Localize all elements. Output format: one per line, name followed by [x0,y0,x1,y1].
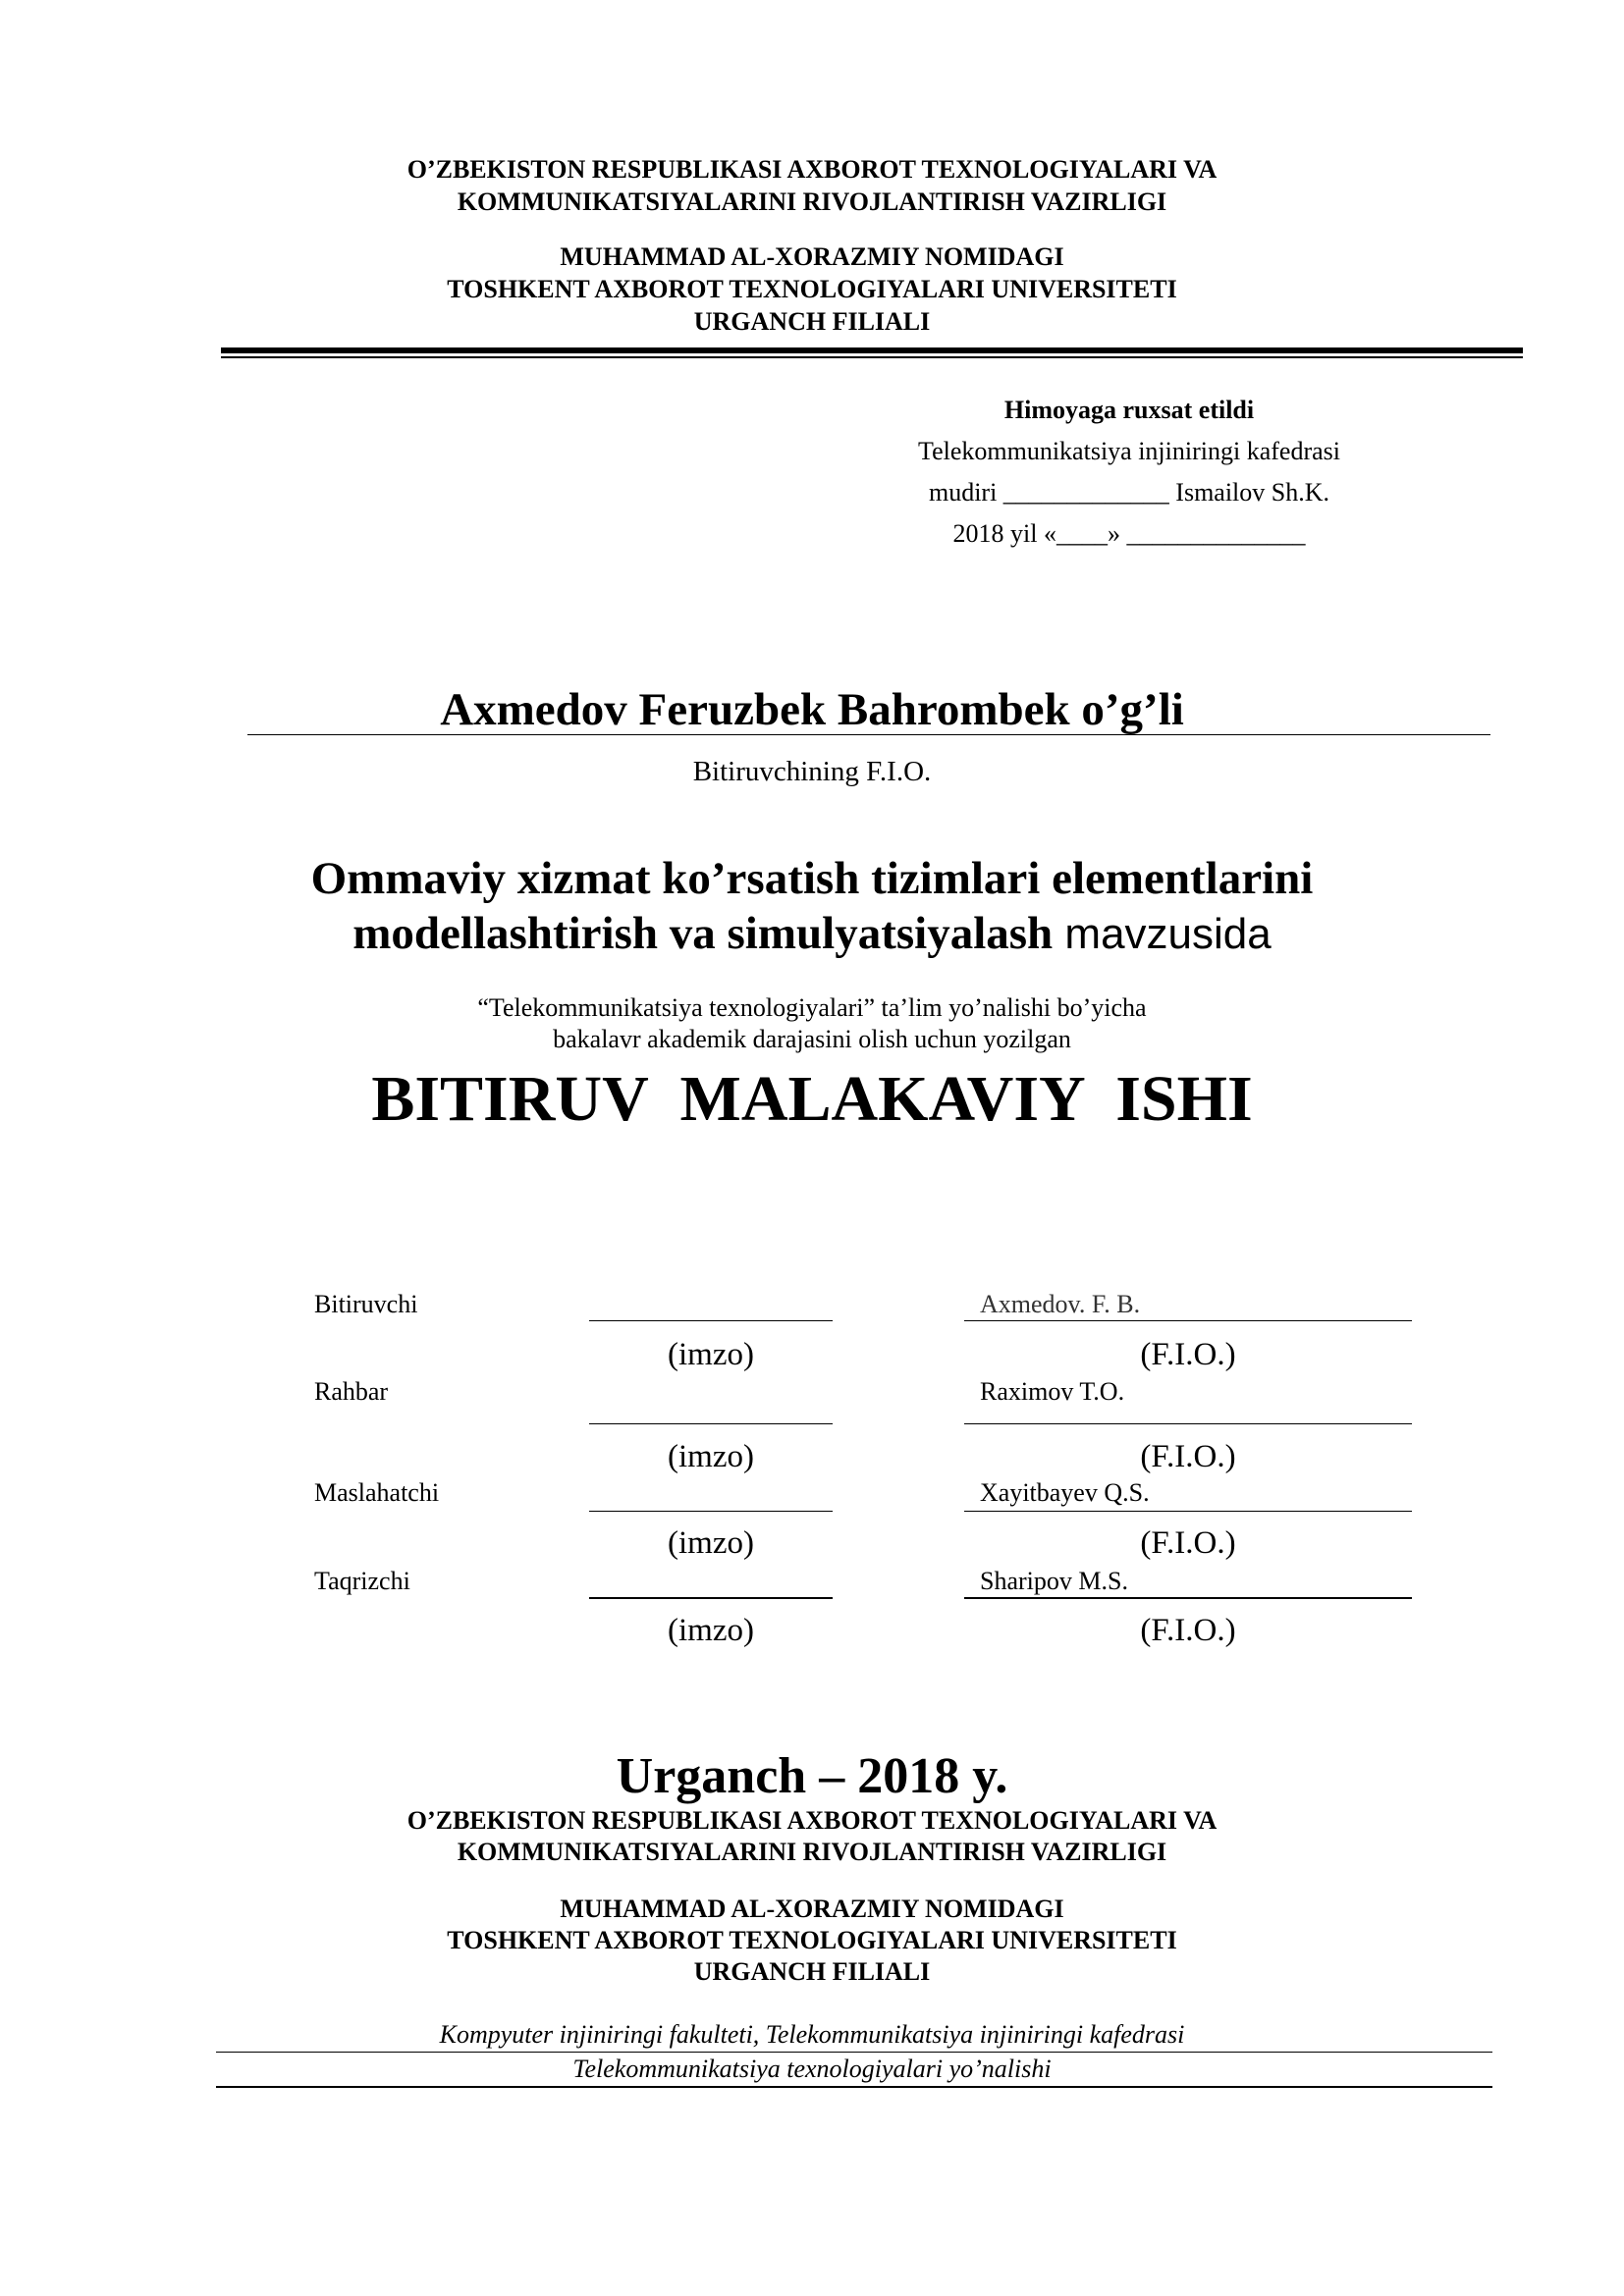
work-title: BITIRUV MALAKAVIY ISHI [371,1063,1253,1135]
faculty-line: Kompyuter injiniringi fakulteti, Telekommunikatsiya injiniringi kafedrasi [439,2020,1185,2049]
name-line [964,1597,1412,1599]
header-rule-thin [221,356,1523,358]
approval-head: mudiri _____________ Ismailov Sh.K. [928,478,1330,507]
approval-title: Himoyaga ruxsat etildi [1003,396,1255,424]
second-university-line-3: URGANCH FILIALI [693,1957,931,1986]
second-university-line-1: MUHAMMAD AL-XORAZMIY NOMIDAGI [560,1895,1064,1923]
direction-underline [216,2086,1492,2088]
role-label: Taqrizchi [314,1567,410,1595]
signer-name: Raximov T.O. [980,1377,1125,1406]
role-label: Rahbar [314,1377,389,1406]
second-ministry-line-1: O’ZBEKISTON RESPUBLIKASI AXBOROT TEXNOLOGIYALARI VA [406,1806,1218,1835]
purpose-line-1: “Telekommunikatsiya texnologiyalari” ta’lim yo’nalishi bo’yicha [477,993,1147,1022]
ministry-line-2: KOMMUNIKATSIYALARINI RIVOJLANTIRISH VAZIRLIGI [457,187,1167,216]
graduate-caption: Bitiruvchining F.I.O. [692,756,932,787]
graduate-name: Axmedov Feruzbek Bahrombek o’g’li [440,684,1184,735]
signer-name: Sharipov M.S. [980,1567,1128,1595]
role-label: Bitiruvchi [314,1290,418,1318]
role-label: Maslahatchi [314,1478,440,1507]
signature-line [589,1423,833,1424]
sign-caption: (imzo) [668,1525,754,1561]
signature-line [589,1597,833,1599]
sign-caption: (imzo) [668,1439,754,1474]
name-caption: (F.I.O.) [1140,1439,1236,1474]
direction-line: Telekommunikatsiya texnologiyalari yo’nalishi [572,2055,1052,2083]
topic-line-2 [0,907,1624,960]
sign-caption: (imzo) [668,1613,754,1648]
approval-date: 2018 yil «____» ______________ [952,519,1306,548]
topic-line-1: Ommaviy xizmat ko’rsatish tizimlari elementlarini [310,853,1314,904]
approval-department: Telekommunikatsiya injiniringi kafedrasi [918,437,1340,465]
signature-line [589,1320,833,1321]
graduate-name-underline [247,734,1490,735]
signer-name: Xayitbayev Q.S. [980,1478,1150,1507]
signer-name: Axmedov. F. B. [980,1290,1141,1318]
university-line-1: MUHAMMAD AL-XORAZMIY NOMIDAGI [560,242,1064,271]
signature-line [589,1511,833,1512]
name-line [964,1511,1412,1512]
sign-caption: (imzo) [668,1337,754,1372]
name-caption: (F.I.O.) [1140,1525,1236,1561]
second-ministry-line-2: KOMMUNIKATSIYALARINI RIVOJLANTIRISH VAZIRLIGI [457,1838,1167,1866]
ministry-line-1: O’ZBEKISTON RESPUBLIKASI AXBOROT TEXNOLOGIYALARI VA [406,155,1218,184]
city-year: Urganch – 2018 y. [616,1748,1008,1804]
university-line-3: URGANCH FILIALI [693,307,931,336]
name-line [964,1320,1412,1321]
university-line-2: TOSHKENT AXBOROT TEXNOLOGIYALARI UNIVERSITETI [447,275,1177,303]
name-caption: (F.I.O.) [1140,1337,1236,1372]
header-rule-thick [221,347,1523,353]
second-university-line-2: TOSHKENT AXBOROT TEXNOLOGIYALARI UNIVERSITETI [447,1926,1177,1954]
name-line [964,1423,1412,1424]
purpose-line-2: bakalavr akademik darajasini olish uchun yozilgan [553,1025,1071,1053]
faculty-underline [216,2052,1492,2053]
topic-line-2-bold: modellashtirish va simulyatsiyalash [352,908,1054,959]
topic-line-2-suffix: mavzusida [1053,910,1272,958]
name-caption: (F.I.O.) [1140,1613,1236,1648]
